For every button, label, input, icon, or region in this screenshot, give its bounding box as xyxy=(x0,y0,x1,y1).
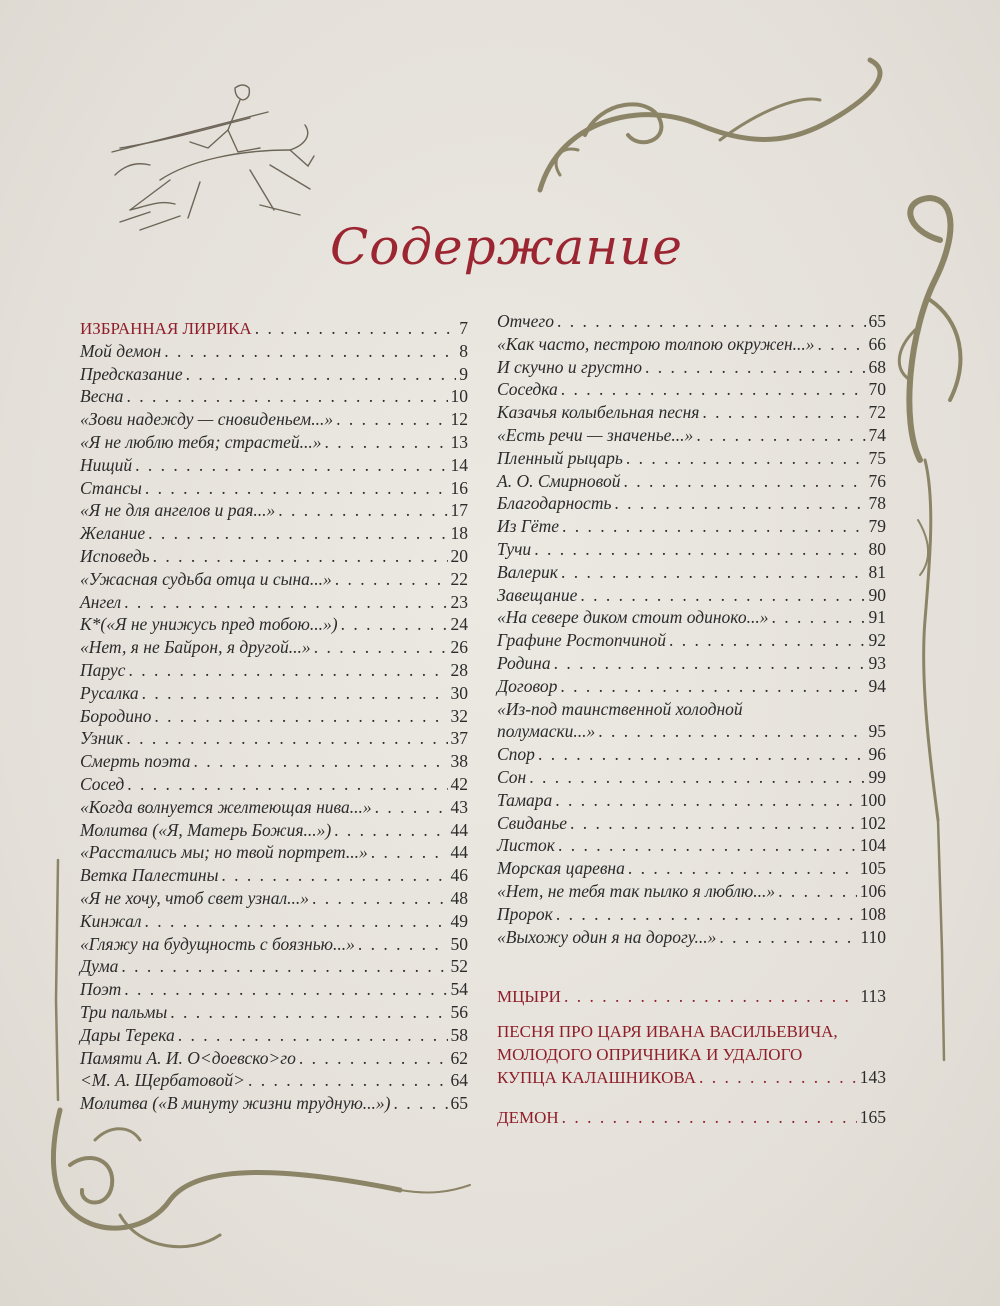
toc-entry[interactable] xyxy=(80,454,468,477)
leader-dots xyxy=(135,454,447,477)
toc-left-column xyxy=(80,317,468,1115)
toc-entry[interactable] xyxy=(497,561,886,584)
page-number: 49 xyxy=(450,910,468,931)
toc-entry[interactable] xyxy=(80,477,468,500)
leader-dots xyxy=(557,310,866,333)
toc-entry[interactable] xyxy=(80,819,468,842)
page-number: 13 xyxy=(450,431,468,452)
toc-entry[interactable] xyxy=(497,538,886,561)
toc-entry[interactable] xyxy=(80,841,468,864)
leader-dots xyxy=(555,789,856,812)
page-number: 76 xyxy=(868,470,886,491)
page-number: 48 xyxy=(450,887,468,908)
toc-entry[interactable] xyxy=(80,431,468,454)
entry-title: «Зови надежду — сновиденьем...» xyxy=(80,409,334,430)
toc-entry[interactable] xyxy=(497,743,886,766)
toc-entry[interactable] xyxy=(497,606,886,629)
entry-title: «Из-под таинственной холодной xyxy=(497,698,743,719)
page-number: 79 xyxy=(868,516,886,537)
toc-section-demon[interactable] xyxy=(497,1106,886,1129)
entry-title: Ангел xyxy=(80,591,122,612)
entry-title: Из Гёте xyxy=(497,516,559,537)
toc-entry[interactable] xyxy=(80,887,468,910)
toc-entry[interactable] xyxy=(80,499,468,522)
entry-title: Договор xyxy=(497,675,558,696)
leader-dots xyxy=(221,864,447,887)
leader-dots xyxy=(778,880,857,903)
entry-title: «Я не хочу, чтоб свет узнал...» xyxy=(80,887,309,908)
leader-dots xyxy=(771,606,865,629)
leader-dots xyxy=(699,1066,857,1089)
leader-dots xyxy=(358,933,448,956)
toc-entry[interactable] xyxy=(497,926,886,949)
entry-title: Поэт xyxy=(80,979,122,1000)
leader-dots xyxy=(314,636,448,659)
entry-title: Морская царевна xyxy=(497,858,625,879)
toc-entry[interactable] xyxy=(497,675,886,698)
toc-section-mtsyri[interactable] xyxy=(497,985,886,1008)
page-number: 110 xyxy=(860,926,886,947)
section-title-line: КУПЦА КАЛАШНИКОВА xyxy=(497,1068,696,1087)
toc-entry[interactable] xyxy=(80,978,468,1001)
leader-dots xyxy=(255,317,457,340)
leader-dots xyxy=(324,431,447,454)
page-number: 81 xyxy=(868,561,886,582)
page-number: 42 xyxy=(450,773,468,794)
entry-title: Свиданье xyxy=(497,812,568,833)
page-number: 54 xyxy=(450,979,468,1000)
page-number: 66 xyxy=(868,333,886,354)
leader-dots xyxy=(334,819,447,842)
toc-right-column xyxy=(497,310,886,948)
entry-title: Тамара xyxy=(497,789,553,810)
entry-title: Казачья колыбельная песня xyxy=(497,402,700,423)
toc-entry[interactable] xyxy=(80,1092,468,1115)
toc-entry[interactable] xyxy=(80,1001,468,1024)
page-number: 50 xyxy=(450,933,468,954)
toc-entry[interactable] xyxy=(80,796,468,819)
page-number: 93 xyxy=(868,652,886,673)
toc-entry[interactable] xyxy=(497,515,886,538)
section-title: МЦЫРИ xyxy=(497,987,561,1006)
leader-dots xyxy=(529,766,865,789)
toc-entry[interactable] xyxy=(80,773,468,796)
entry-title: Стансы xyxy=(80,477,142,498)
leader-dots xyxy=(178,1024,448,1047)
page-number: 92 xyxy=(868,630,886,651)
page-number: 99 xyxy=(868,766,886,787)
page-number: 8 xyxy=(459,340,468,361)
leader-dots xyxy=(312,887,448,910)
page-number: 52 xyxy=(450,956,468,977)
page-title: Содержание xyxy=(330,218,684,276)
leader-dots xyxy=(142,682,448,705)
entry-title: Узник xyxy=(80,728,124,749)
entry-title: Исповедь xyxy=(80,545,150,566)
entry-title: «Как часто, пестрою толпою окружен...» xyxy=(497,333,815,354)
toc-entry[interactable] xyxy=(497,652,886,675)
toc-entry[interactable] xyxy=(80,545,468,568)
leader-dots xyxy=(669,629,866,652)
entry-title: «Гляжу на будущность с боязнью...» xyxy=(80,933,355,954)
leader-dots xyxy=(154,705,447,728)
entry-title: «Я не люблю тебя; страстей...» xyxy=(80,431,322,452)
toc-entry[interactable] xyxy=(497,310,886,333)
toc-entry[interactable] xyxy=(80,1069,468,1092)
page-number: 58 xyxy=(450,1024,468,1045)
page-number: 9 xyxy=(459,363,468,384)
entry-title: Тучи xyxy=(497,538,532,559)
toc-entry[interactable] xyxy=(497,333,886,356)
page-number: 65 xyxy=(868,311,886,331)
leader-dots xyxy=(153,545,448,568)
entry-title: Валерик xyxy=(497,561,558,582)
leader-dots xyxy=(558,834,857,857)
toc-entry[interactable] xyxy=(497,584,886,607)
entry-title: Родина xyxy=(497,652,551,673)
page-number: 23 xyxy=(450,591,468,612)
entry-title: Смерть поэта xyxy=(80,751,191,772)
toc-entry[interactable] xyxy=(80,568,468,591)
entry-title: «Есть речи — значенье...» xyxy=(497,424,694,445)
entry-title: Молитва («Я, Матерь Божия...») xyxy=(80,819,332,840)
leader-dots xyxy=(818,333,866,356)
entry-title: «Я не для ангелов и рая...» xyxy=(80,500,276,521)
toc-entry[interactable] xyxy=(80,659,468,682)
entry-title: Памяти А. И. О<доевско>го xyxy=(80,1047,296,1068)
entry-title: А. О. Смирновой xyxy=(497,470,621,491)
page-number: 143 xyxy=(859,1067,886,1087)
page-number: 72 xyxy=(868,402,886,423)
leader-dots xyxy=(564,985,857,1008)
entry-title: «Расстались мы; но твой портрет...» xyxy=(80,842,368,863)
toc-entry[interactable] xyxy=(80,750,468,773)
leader-dots xyxy=(645,356,866,379)
leader-dots xyxy=(570,812,857,835)
toc-entry[interactable] xyxy=(497,424,886,447)
entry-title: Предсказание xyxy=(80,363,183,384)
leader-dots xyxy=(702,401,865,424)
leader-dots xyxy=(145,477,448,500)
leader-dots xyxy=(336,408,447,431)
leader-dots xyxy=(554,652,866,675)
entry-title: К*(«Я не унижусь пред тобою...») xyxy=(80,614,338,635)
toc-entry[interactable] xyxy=(497,766,886,789)
leader-dots xyxy=(144,910,447,933)
toc-entry[interactable] xyxy=(497,720,886,743)
leader-dots xyxy=(278,499,447,522)
toc-entry[interactable] xyxy=(497,903,886,926)
horseman-sketch-icon xyxy=(112,85,314,230)
leader-dots xyxy=(561,561,866,584)
page-number: 104 xyxy=(859,835,886,856)
page-number: 68 xyxy=(868,356,886,377)
flourish-border-right-icon xyxy=(899,198,960,1060)
entry-title: Парус xyxy=(80,659,126,680)
leader-dots xyxy=(562,1106,857,1129)
leader-dots xyxy=(126,727,447,750)
entry-title: Благодарность xyxy=(497,493,612,514)
leader-dots xyxy=(561,378,866,401)
entry-title: Бородино xyxy=(80,705,152,726)
entry-title: Весна xyxy=(80,386,124,407)
page-number: 70 xyxy=(868,379,886,400)
entry-title: Мой демон xyxy=(80,340,162,361)
leader-dots xyxy=(538,743,866,766)
leader-dots xyxy=(121,955,447,978)
entry-title: «Нет, я не Байрон, я другой...» xyxy=(80,637,311,658)
entry-title: <М. А. Щербатовой> xyxy=(80,1070,245,1091)
entry-title: Сон xyxy=(497,766,527,787)
page-number: 20 xyxy=(450,545,468,566)
leader-dots xyxy=(126,385,447,408)
toc-entry[interactable] xyxy=(497,378,886,401)
toc-entry[interactable] xyxy=(497,880,886,903)
page-number: 80 xyxy=(868,538,886,559)
page-number: 94 xyxy=(868,675,886,696)
leader-dots xyxy=(186,363,457,386)
section-title-line: МОЛОДОГО ОПРИЧНИКА И УДАЛОГО xyxy=(497,1045,803,1064)
entry-title: Спор xyxy=(497,744,535,765)
toc-entry[interactable] xyxy=(497,698,886,721)
toc-entry[interactable] xyxy=(497,857,886,880)
toc-entry[interactable] xyxy=(80,591,468,614)
leader-dots xyxy=(299,1047,448,1070)
page-number: 105 xyxy=(859,858,886,879)
page-number: 75 xyxy=(868,447,886,468)
toc-entry[interactable] xyxy=(497,492,886,515)
entry-title: Ветка Палестины xyxy=(80,865,219,886)
entry-title: Три пальмы xyxy=(80,1001,168,1022)
page-number: 91 xyxy=(868,607,886,628)
page-number: 100 xyxy=(859,789,886,810)
leader-dots xyxy=(124,591,447,614)
entry-title: «Нет, не тебя так пылко я люблю...» xyxy=(497,880,776,901)
entry-title: Кинжал xyxy=(80,910,142,931)
leader-dots xyxy=(562,515,866,538)
entry-title: Дума xyxy=(80,956,119,977)
leader-dots xyxy=(626,447,866,470)
page-number: 95 xyxy=(868,721,886,742)
entry-title: Желание xyxy=(80,523,146,544)
leader-dots xyxy=(164,340,456,363)
toc-entry[interactable] xyxy=(80,933,468,956)
page-number: 165 xyxy=(859,1107,886,1127)
entry-title: Молитва («В минуту жизни трудную...») xyxy=(80,1093,391,1114)
entry-title: Нищий xyxy=(80,454,133,475)
entry-title: Листок xyxy=(497,835,555,856)
leader-dots xyxy=(148,522,447,545)
page-number: 46 xyxy=(450,865,468,886)
page-number: 106 xyxy=(859,880,886,901)
entry-title: Графине Ростопчиной xyxy=(497,630,666,651)
toc-entry[interactable] xyxy=(80,522,468,545)
entry-title: Пленный рыцарь xyxy=(497,447,623,468)
entry-title: Сосед xyxy=(80,773,125,794)
entry-title: Русалка xyxy=(80,682,139,703)
leader-dots xyxy=(628,857,857,880)
toc-entry[interactable] xyxy=(80,910,468,933)
page-number: 32 xyxy=(450,705,468,726)
page-number: 62 xyxy=(450,1047,468,1068)
page-number: 96 xyxy=(868,744,886,765)
leader-dots xyxy=(598,720,865,743)
page-number: 7 xyxy=(459,318,468,338)
toc-entry[interactable] xyxy=(80,613,468,636)
page-number: 28 xyxy=(450,659,468,680)
entry-title: Отчего xyxy=(497,311,554,331)
toc-entry[interactable] xyxy=(80,363,468,386)
toc-entry[interactable] xyxy=(80,317,468,340)
page-number: 113 xyxy=(860,986,886,1006)
page-number: 90 xyxy=(868,584,886,605)
leader-dots xyxy=(248,1069,448,1092)
page-number: 65 xyxy=(450,1093,468,1114)
section-title-line: ПЕСНЯ ПРО ЦАРЯ ИВАНА ВАСИЛЬЕВИЧА, xyxy=(497,1022,838,1041)
entry-title: «На севере диком стоит одиноко...» xyxy=(497,607,769,628)
page-number: 108 xyxy=(859,903,886,924)
toc-entry[interactable] xyxy=(80,682,468,705)
toc-entry[interactable] xyxy=(80,340,468,363)
leader-dots xyxy=(580,584,865,607)
leader-dots xyxy=(127,773,447,796)
leader-dots xyxy=(614,492,865,515)
toc-entry[interactable] xyxy=(497,812,886,835)
leader-dots xyxy=(560,675,865,698)
leader-dots xyxy=(128,659,447,682)
toc-entry[interactable] xyxy=(80,1024,468,1047)
page-number: 22 xyxy=(450,568,468,589)
entry-title: Завещание xyxy=(497,584,578,605)
toc-entry[interactable] xyxy=(80,864,468,887)
leader-dots xyxy=(371,841,448,864)
toc-entry[interactable] xyxy=(80,408,468,431)
page-number: 26 xyxy=(450,637,468,658)
leader-dots xyxy=(696,424,865,447)
toc-entry[interactable] xyxy=(497,356,886,379)
toc-entry[interactable] xyxy=(497,401,886,424)
leader-dots xyxy=(170,1001,447,1024)
page-number: 16 xyxy=(450,477,468,498)
page-number: 24 xyxy=(450,614,468,635)
entry-title: Пророк xyxy=(497,903,553,924)
toc-entry[interactable] xyxy=(80,385,468,408)
page-number: 30 xyxy=(450,682,468,703)
page-number: 102 xyxy=(859,812,886,833)
toc-entry[interactable] xyxy=(497,834,886,857)
page-number: 43 xyxy=(450,796,468,817)
page-number: 74 xyxy=(868,424,886,445)
entry-title: «Когда волнуется желтеющая нива...» xyxy=(80,796,372,817)
leader-dots xyxy=(193,750,447,773)
toc-entry[interactable] xyxy=(80,705,468,728)
page-number: 12 xyxy=(450,409,468,430)
leader-dots xyxy=(556,903,857,926)
entry-title: Дары Терека xyxy=(80,1024,175,1045)
flourish-top-right-icon xyxy=(540,60,880,190)
toc-entry[interactable] xyxy=(497,789,886,812)
page-number: 64 xyxy=(450,1070,468,1091)
page-number: 10 xyxy=(450,386,468,407)
page-number: 44 xyxy=(450,842,468,863)
leader-dots xyxy=(534,538,865,561)
leader-dots xyxy=(335,568,448,591)
leader-dots xyxy=(375,796,448,819)
leader-dots xyxy=(394,1092,448,1115)
entry-title: ИЗБРАННАЯ ЛИРИКА xyxy=(80,319,252,338)
entry-title: полумаски...» xyxy=(497,721,596,742)
entry-title: Соседка xyxy=(497,379,558,400)
leader-dots xyxy=(623,470,865,493)
page-number: 56 xyxy=(450,1001,468,1022)
toc-section-kalashnikov[interactable] xyxy=(497,1020,886,1089)
page-number: 17 xyxy=(450,500,468,521)
toc-entry[interactable] xyxy=(497,447,886,470)
page-number: 78 xyxy=(868,493,886,514)
page-number: 18 xyxy=(450,523,468,544)
leader-dots xyxy=(124,978,447,1001)
toc-entry[interactable] xyxy=(80,1047,468,1070)
toc-entry[interactable] xyxy=(80,955,468,978)
toc-entry[interactable] xyxy=(80,636,468,659)
page-number: 44 xyxy=(450,819,468,840)
leader-dots xyxy=(719,926,857,949)
entry-title: И скучно и грустно xyxy=(497,356,642,377)
section-title: ДЕМОН xyxy=(497,1108,559,1127)
entry-title: «Ужасная судьба отца и сына...» xyxy=(80,568,332,589)
page-number: 38 xyxy=(450,751,468,772)
page-number: 14 xyxy=(450,454,468,475)
toc-entry[interactable] xyxy=(80,727,468,750)
leader-dots xyxy=(341,613,448,636)
page-number: 37 xyxy=(450,728,468,749)
toc-entry[interactable] xyxy=(497,470,886,493)
entry-title: «Выхожу один я на дорогу...» xyxy=(497,926,717,947)
toc-entry[interactable] xyxy=(497,629,886,652)
